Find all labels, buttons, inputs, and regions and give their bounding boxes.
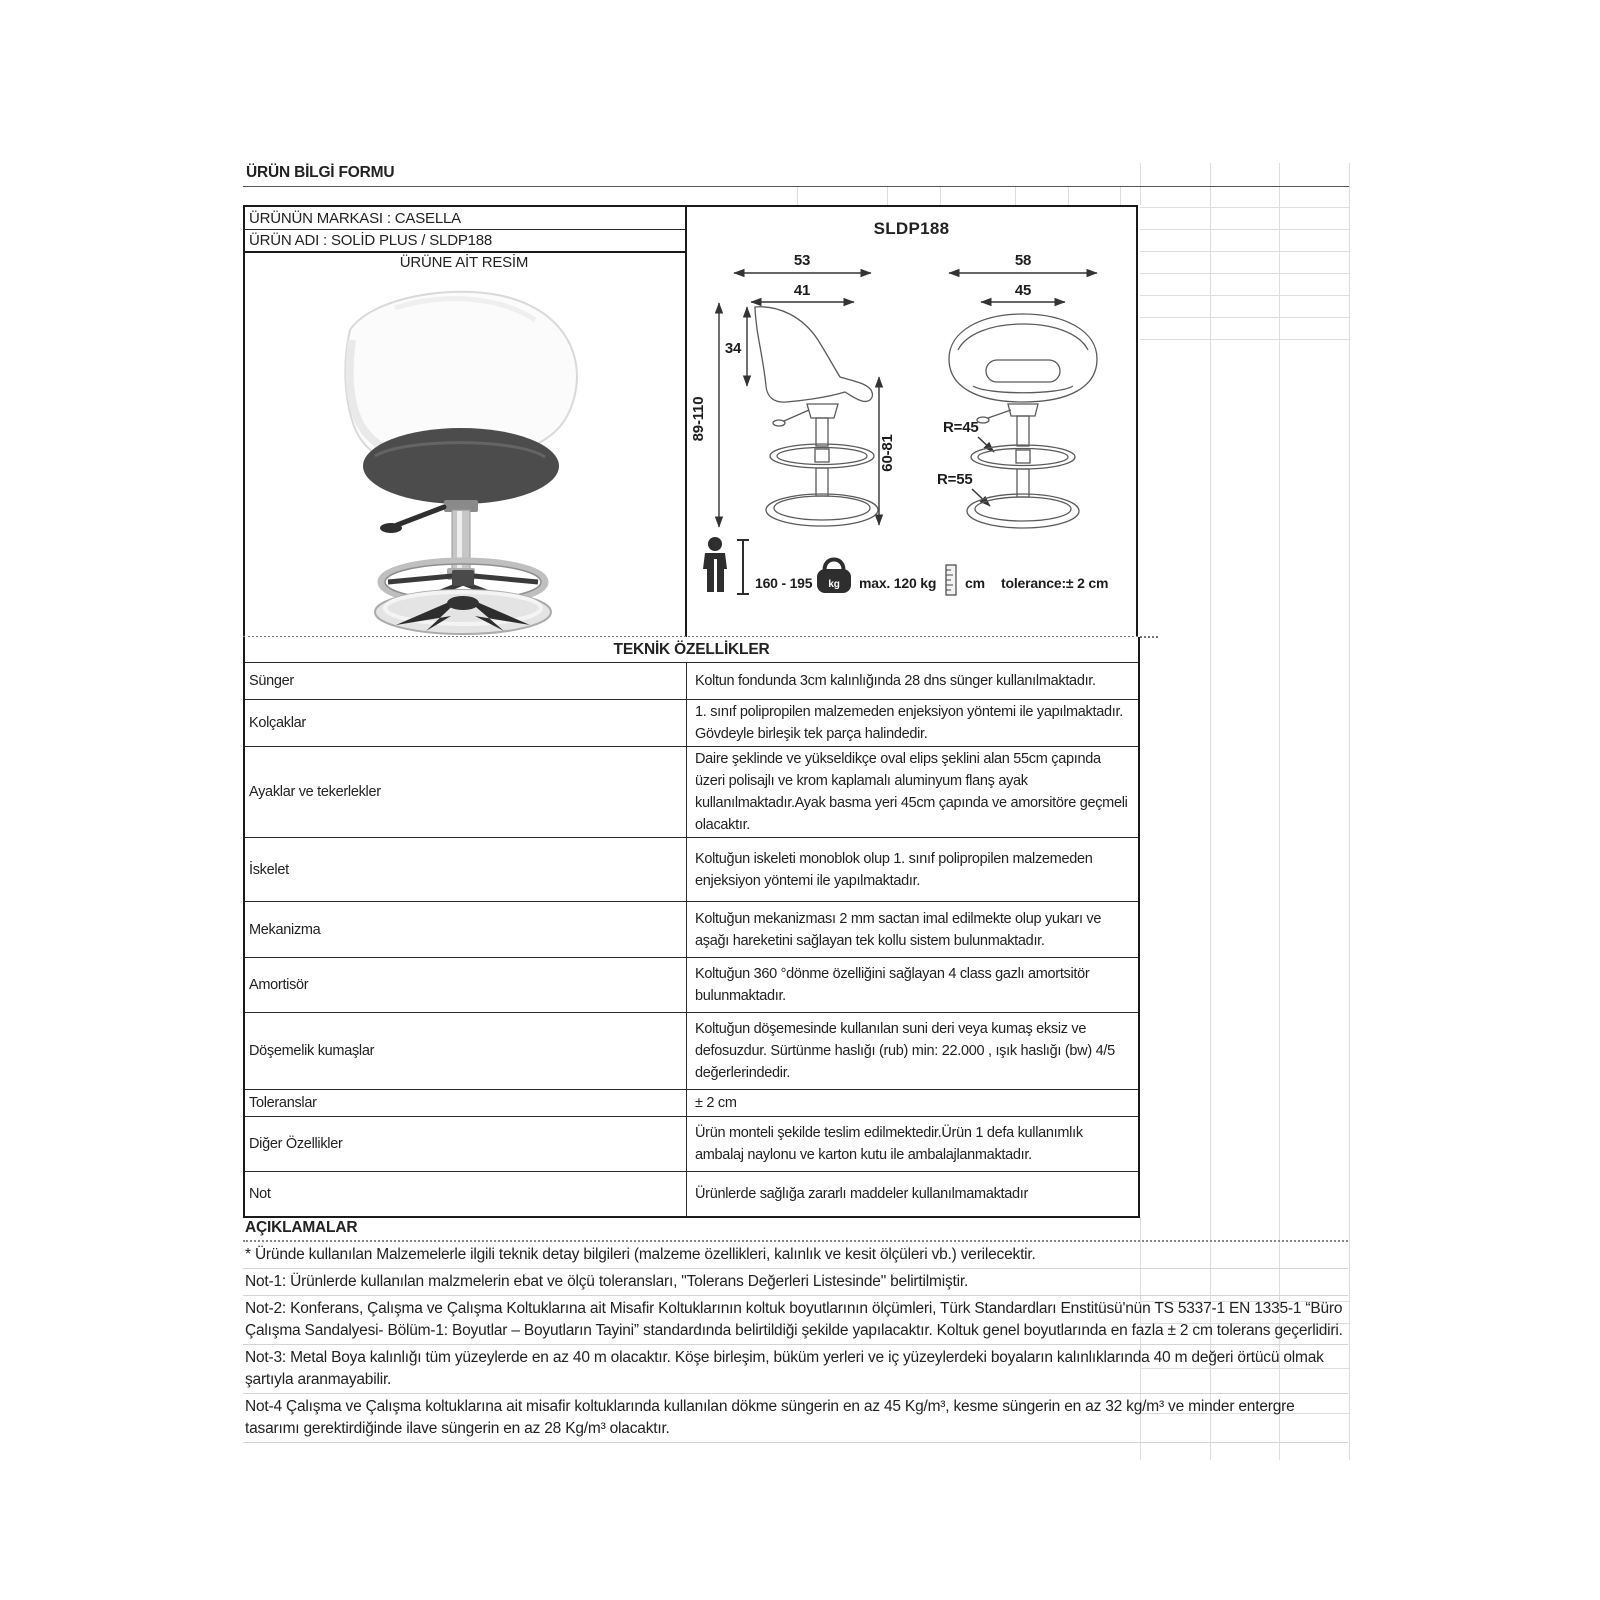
tolerance-label: tolerance:± 2 cm [1001,575,1109,591]
spec-value: Koltuğun mekanizması 2 mm sactan imal edilmekte olup yukarı ve aşağı hareketini sağlayan tek kollu sistem bulunmaktadır. [695,910,1102,949]
gridline [1140,295,1349,296]
dim-ring-radius: R=45 [943,419,979,436]
note-item: Not-3: Metal Boya kalınlığı tüm yüzeylerde en az 40 m olacaktır. Köşe birleşim, büküm yerleri ve iç yüzeylerdeki boyaların kalınlıklarında 40 m değeri örtücü olmak şartıyla aranmayabilir. [243,1345,1348,1394]
gridline [940,187,941,205]
gridline [1140,207,1349,208]
chair-photo-illustration [245,272,683,636]
gridline [1140,339,1349,340]
spec-value: ± 2 cm [695,1095,737,1111]
dim-seat-height: 60-81 [879,434,896,472]
brand-cell: ÜRÜNÜN MARKASI : CASELLA [243,205,685,230]
dim-back-height: 34 [724,340,742,357]
ruler-icon [946,565,956,595]
chair-gaslift [447,510,475,580]
spec-label: Toleranslar [245,1090,687,1116]
table-row [245,838,1138,902]
front-view-dimensions [937,252,1097,506]
dim-front-outer-width: 58 [1014,252,1032,269]
model-code: SLDP188 [873,219,950,238]
note-item: Not-2: Konferans, Çalışma ve Çalışma Koltuklarına ait Misafir Koltuklarının koltuk boyutlarının ölçümleri, Türk Standardları Enstitüsü'nün TS 5337-1 EN 1335-1 “Büro Çalışma Sandalyesi- Bölüm-1: Boyutlar – Boyutların Tayini” standardında belirtildiği şekilde yapılacaktır. Koltuk genel boyutlarında en fazla ± 2 cm tolerans geçerlidiri. [243,1296,1348,1345]
chair-seat [363,428,559,504]
spec-label: Diğer Özellikler [245,1117,687,1171]
table-row [245,747,1138,838]
note-item: Not-1: Ürünlerde kullanılan malzmelerin ebat ve ölçü toleransları, "Tolerans Değerleri Listesinde" belirtilmiştir. [243,1269,1348,1296]
table-row [245,1013,1138,1090]
spec-value: Koltun fondunda 3cm kalınlığında 28 dns sünger kullanılmaktadır. [695,673,1096,689]
height-bracket [737,540,749,594]
page-title: ÜRÜN BİLGİ FORMU [246,164,395,181]
product-photo [245,272,683,636]
person-icon [703,537,727,592]
spec-value: Daire şeklinde ve yükseldikçe oval elips şeklini alan 55cm çapında üzeri polisajlı ve krom kaplamalı aluminyum flanş ayak kullanılmaktadır.Ayak basma yeri 45cm çapında ve amorsitöre geçmeli olacaktır. [695,751,1128,833]
side-view-chair [755,307,878,526]
spec-label: Döşemelik kumaşlar [245,1013,687,1089]
dim-total-height: 89-110 [690,396,707,442]
legend [703,537,1108,595]
gridline [1140,273,1349,274]
spec-label: Amortisör [245,958,687,1012]
gridline [1015,187,1016,205]
table-row [245,1172,1138,1216]
spec-label: Kolçaklar [245,700,687,746]
spec-label: Ayaklar ve tekerlekler [245,747,687,837]
gridline [1140,229,1349,230]
spec-label: Sünger [245,663,687,699]
table-row [245,663,1138,700]
title-underline [243,186,1349,187]
dim-base-radius: R=55 [937,471,973,488]
table-row [245,1090,1138,1117]
gridline [1140,317,1349,318]
technical-drawing [687,207,1136,638]
chair-base [375,590,551,634]
image-caption: ÜRÜNE AİT RESİM [399,254,529,271]
weight-icon [817,560,851,594]
spec-label: Not [245,1172,687,1216]
spec-value: Ürünlerde sağlığa zararlı maddeler kullanılmamaktadır [695,1186,1029,1202]
technical-drawing-box [685,205,1138,638]
specs-header: TEKNİK ÖZELLİKLER [245,637,1138,663]
side-view-dimensions [690,252,896,527]
gridline [1068,187,1069,205]
notes-header: AÇIKLAMALAR [243,1218,1348,1242]
spec-value: Ürün monteli şekilde teslim edilmektedir.Ürün 1 defa kullanımlık ambalaj naylonu ve karton kutu ile ambalajlanmaktadır. [695,1125,1083,1163]
table-row [245,958,1138,1013]
gridline [1140,251,1349,252]
spec-value: Koltuğun iskeleti monoblok olup 1. sınıf polipropilen malzemeden enjeksiyon yöntemi ile yapılmaktadır. [695,850,1093,889]
gridline [1140,163,1141,205]
notes-section [243,1218,1348,1443]
dim-side-inner-width: 41 [793,282,811,299]
spec-value: 1. sınıf polipropilen malzemeden enjeksiyon yöntemi ile yapılmaktadır. Gövdeyle birleşik tek parça halindedir. [695,704,1123,742]
dim-front-inner-width: 45 [1014,282,1032,299]
unit-label: cm [965,575,985,591]
kg-icon-label: kg [828,579,840,590]
gridline [1120,187,1121,205]
max-weight: max. 120 kg [859,575,937,591]
gridline [1349,163,1350,1460]
user-height-range: 160 - 195 [755,575,813,591]
table-row [245,700,1138,747]
dim-side-outer-width: 53 [793,252,811,269]
spec-value: Koltuğun döşemesinde kullanılan suni deri veya kumaş eksiz ve defosuzdur. Sürtünme haslığı (rub) min: 22.000 , ışık haslığı (bw) 4/5 değerlerindedir. [695,1021,1115,1081]
spec-label: Mekanizma [245,902,687,957]
product-name-cell: ÜRÜN ADI : SOLİD PLUS / SLDP188 [243,230,685,253]
specs-table [243,637,1140,1218]
table-row [245,902,1138,958]
gridline [797,187,798,205]
gridline [887,187,888,205]
table-row [245,1117,1138,1172]
spec-value: Koltuğun 360 °dönme özelliğini sağlayan 4 class gazlı amortsitör bulunmaktadır. [695,966,1090,1004]
note-item: * Üründe kullanılan Malzemelerle ilgili teknik detay bilgileri (malzeme özellikleri, kalınlık ve kesit ölçüleri vb.) verilecektir. [243,1242,1348,1269]
note-item: Not-4 Çalışma ve Çalışma koltuklarına ait misafir koltuklarında kullanılan dökme süngerin en az 45 Kg/m³, kesme süngerin en az 32 kg/m³ ve minder entergre tasarımı gerektirdiğinde ilave süngerin en az 28 Kg/m³ olacaktır. [243,1394,1348,1443]
spec-label: İskelet [245,838,687,901]
